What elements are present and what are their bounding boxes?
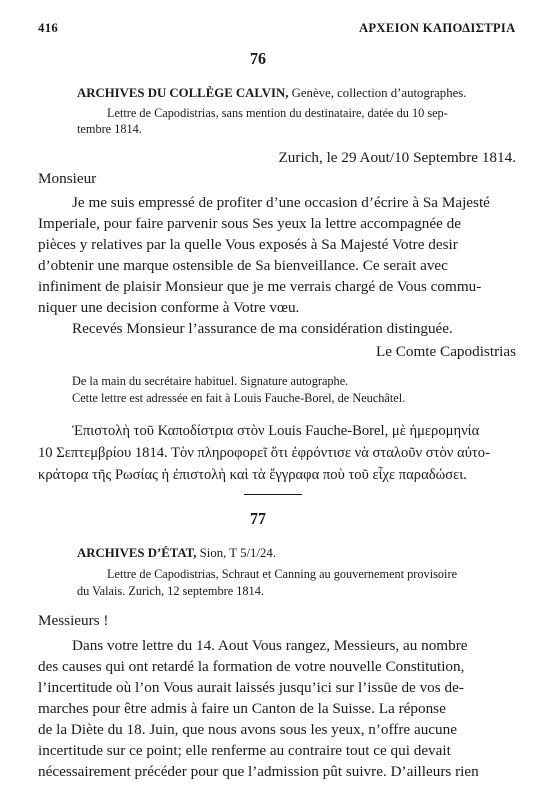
doc77-description-line-1: Lettre de Capodistrias, Schraut et Canning au gouvernement provisoire (107, 567, 458, 581)
doc76-body-line-2: Imperiale, pour faire parvenir sous Ses yeux la lettre accompagnée de (38, 215, 461, 232)
doc76-greek-line-3: κράτορα τῆς Ρωσίας ἡ ἐπιστολὴ καὶ τὰ ἔγγραφα ποὺ τοῦ εἶχε παραδώσει. (38, 467, 467, 483)
doc76-greek-line-1: Ἐπιστολὴ τοῦ Καποδίστρια στὸν Louis Fauche-Borel, μὲ ἡμερομηνία (72, 423, 480, 439)
doc76-body-line-1: Je me suis empressé de profiter d’une occasion d’écrire à Sa Majesté (72, 194, 490, 211)
doc77-body-line-1: Dans votre lettre du 14. Aout Vous rangez, Messieurs, au nombre (72, 637, 468, 654)
doc76-dateline: Zurich, le 29 Aout/10 Septembre 1814. (278, 149, 516, 166)
doc76-archive-rest: Genève, collection d’autographes. (288, 86, 467, 100)
doc77-body-line-2: des causes qui ont retardé la formation de votre nouvelle Constitution, (38, 658, 465, 675)
page-number: 416 (38, 21, 59, 35)
doc77-archive-name: ARCHIVES D’ÉTAT, (77, 546, 197, 560)
doc77-body-line-3: l’incertitude où l’on Vous aurait laissés jusqu’ici sur l’issūe de vos de- (38, 679, 464, 696)
doc76-salutation: Monsieur (38, 170, 97, 187)
doc76-description-line-2: tembre 1814. (77, 122, 142, 136)
doc76-archive-name: ARCHIVES DU COLLÈGE CALVIN, (77, 86, 289, 100)
doc76-greek-line-2: 10 Σεπτεμβρίου 1814. Τὸν πληροφορεῖ ὅτι ἐφρόντισε νὰ σταλοῦν στὸν αὐτο- (38, 445, 490, 461)
doc76-number: 76 (250, 49, 266, 68)
doc77-body-line-5: de la Diète du 18. Juin, que nous avons sous les yeux, n’offre aucune (38, 721, 457, 738)
doc77-body-line-4: marches pour être admis à faire un Canton de la Suisse. La réponse (38, 700, 446, 717)
doc77-description-line-2: du Valais. Zurich, 12 septembre 1814. (77, 584, 264, 598)
doc77-body-line-7: nécessairement précéder pour que l’admission pût suivre. D’ailleurs rien (38, 763, 479, 780)
doc77-body-line-6: incertitude sur ce point; elle renferme au contraire tout ce qui devait (38, 742, 451, 759)
doc76-body-line-4: d’obtenir une marque ostensible de Sa bienveillance. Ce serait avec (38, 257, 448, 274)
doc77-salutation: Messieurs ! (38, 612, 109, 629)
section-divider (244, 494, 302, 495)
doc77-archive-rest: Sion, T 5/1/24. (196, 546, 276, 560)
doc76-archive-line (77, 85, 466, 101)
doc76-note-2: Cette lettre est adressée en fait à Louis Fauche-Borel, de Neuchâtel. (72, 391, 406, 405)
doc77-archive-line (77, 545, 276, 561)
doc76-body-line-7: Recevés Monsieur l’assurance de ma considération distinguée. (72, 320, 453, 337)
doc76-signature: Le Comte Capodistrias (375, 343, 516, 360)
running-title: ΑΡΧΕΙΟΝ ΚΑΠΟΔΙΣΤΡΙΑ (359, 21, 517, 35)
doc76-description-line-1: Lettre de Capodistrias, sans mention du destinataire, datée du 10 sep- (107, 106, 448, 120)
doc77-number: 77 (250, 509, 266, 528)
doc76-body-line-3: pièces y relatives par la quelle Vous exposés à Sa Majesté Votre desir (38, 236, 458, 253)
doc76-body-line-5: infiniment de plaisir Monsieur que je me verrais chargé de Vous commu- (38, 278, 482, 295)
doc76-note-1: De la main du secrétaire habituel. Signature autographe. (72, 374, 349, 388)
doc76-body-line-6: niquer une decision conforme à Votre vœu. (38, 299, 300, 316)
